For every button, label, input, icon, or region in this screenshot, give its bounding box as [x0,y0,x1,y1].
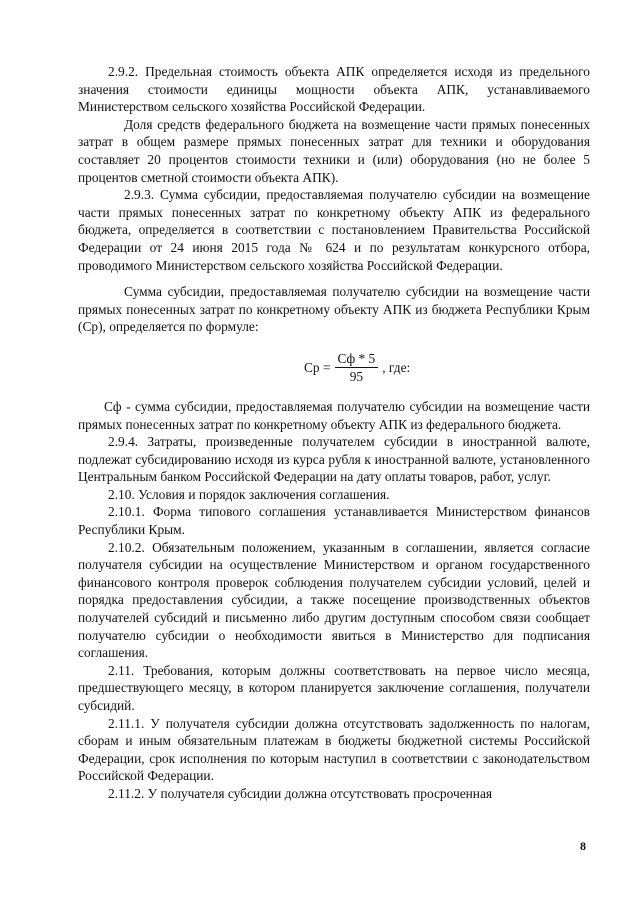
paragraph-2-10: 2.10. Условия и порядок заключения соглашения. [108,486,390,502]
document-body [78,63,590,803]
paragraph-2-9-4: 2.9.4. Затраты, произведенные получателем субсидии в иностранной валюте, подлежат субсидированию исходя из курса рубля к иностранной валюте, установленного Центральным банком Российской Федерации на дату оплаты товаров, работ, услуг. [78,434,590,485]
paragraph-2-11-2: 2.11.2. У получателя субсидии должна отсутствовать просроченная [108,785,493,801]
formula-lhs: Ср = [304,360,331,376]
paragraph-2-9-2: 2.9.2. Предельная стоимость объекта АПК определяется исходя из предельного значения стоимости единицы мощности объекта АПК, устанавливаемого Министерством сельского хозяйства Российской Федерации. [78,64,590,115]
paragraph-federal-share: Доля средств федерального бюджета на возмещение части прямых понесенных затрат в общем размере прямых понесенных затрат для техники и оборудования составляет 20 процентов стоимости техники и (или) оборудования (но не более 5 процентов сметной стоимости объекта АПК). [78,116,590,185]
page-number: 8 [580,839,586,853]
formula-denominator: 95 [349,368,364,384]
paragraph-2-11: 2.11. Требования, которым должны соответствовать на первое число месяца, предшествующего месяцу, в котором планируется заключение соглашения, получатели субсидий. [78,662,590,713]
formula-suffix: , где: [382,360,411,376]
paragraph-2-10-1: 2.10.1. Форма типового соглашения устанавливается Министерством финансов Республики Крым. [78,504,590,538]
formula-numerator: Сф * 5 [335,351,379,368]
paragraph-2-9-3: 2.9.3. Сумма субсидии, предоставляемая получателю субсидии на возмещение части прямых понесенных затрат по конкретному объекту АПК из федерального бюджета, определяется в соответствии с постановлением Правительства Российской Федерации от 24 июня 2015 года № 624 и по результатам конкурсного отбора, проводимого Министерством сельского хозяйства Российской Федерации. [78,187,590,273]
subsidy-formula [304,350,590,386]
formula-fraction [335,351,379,385]
paragraph-2-11-1: 2.11.1. У получателя субсидии должна отсутствовать задолженность по налогам, сборам и иным обязательным платежам в бюджеты бюджетной системы Российской Федерации, срок исполнения по которым наступил в соответствии с законодательством Российской Федерации. [78,715,590,784]
paragraph-sf-definition: Сф - сумма субсидии, предоставляемая получателю субсидии на возмещение части прямых понесенных затрат по конкретному объекту АПК из федерального бюджета. [78,398,590,432]
paragraph-crimea-subsidy: Сумма субсидии, предоставляемая получателю субсидии на возмещение части прямых понесенных затрат по конкретному объекту АПК из бюджета Республики Крым (Ср), определяется по формуле: [78,284,590,335]
paragraph-2-10-2: 2.10.2. Обязательным положением, указанным в соглашении, является согласие получателя субсидии на осуществление Министерством и органом государственного финансового контроля проверок соблюдения получателем субсидии условий, целей и порядка предоставления субсидии, а также посещение производственных объектов получателей субсидий и письменно либо другим доступным способом связи сообщает получателю субсидии о необходимости явиться в Министерство для подписания соглашения. [78,539,590,661]
